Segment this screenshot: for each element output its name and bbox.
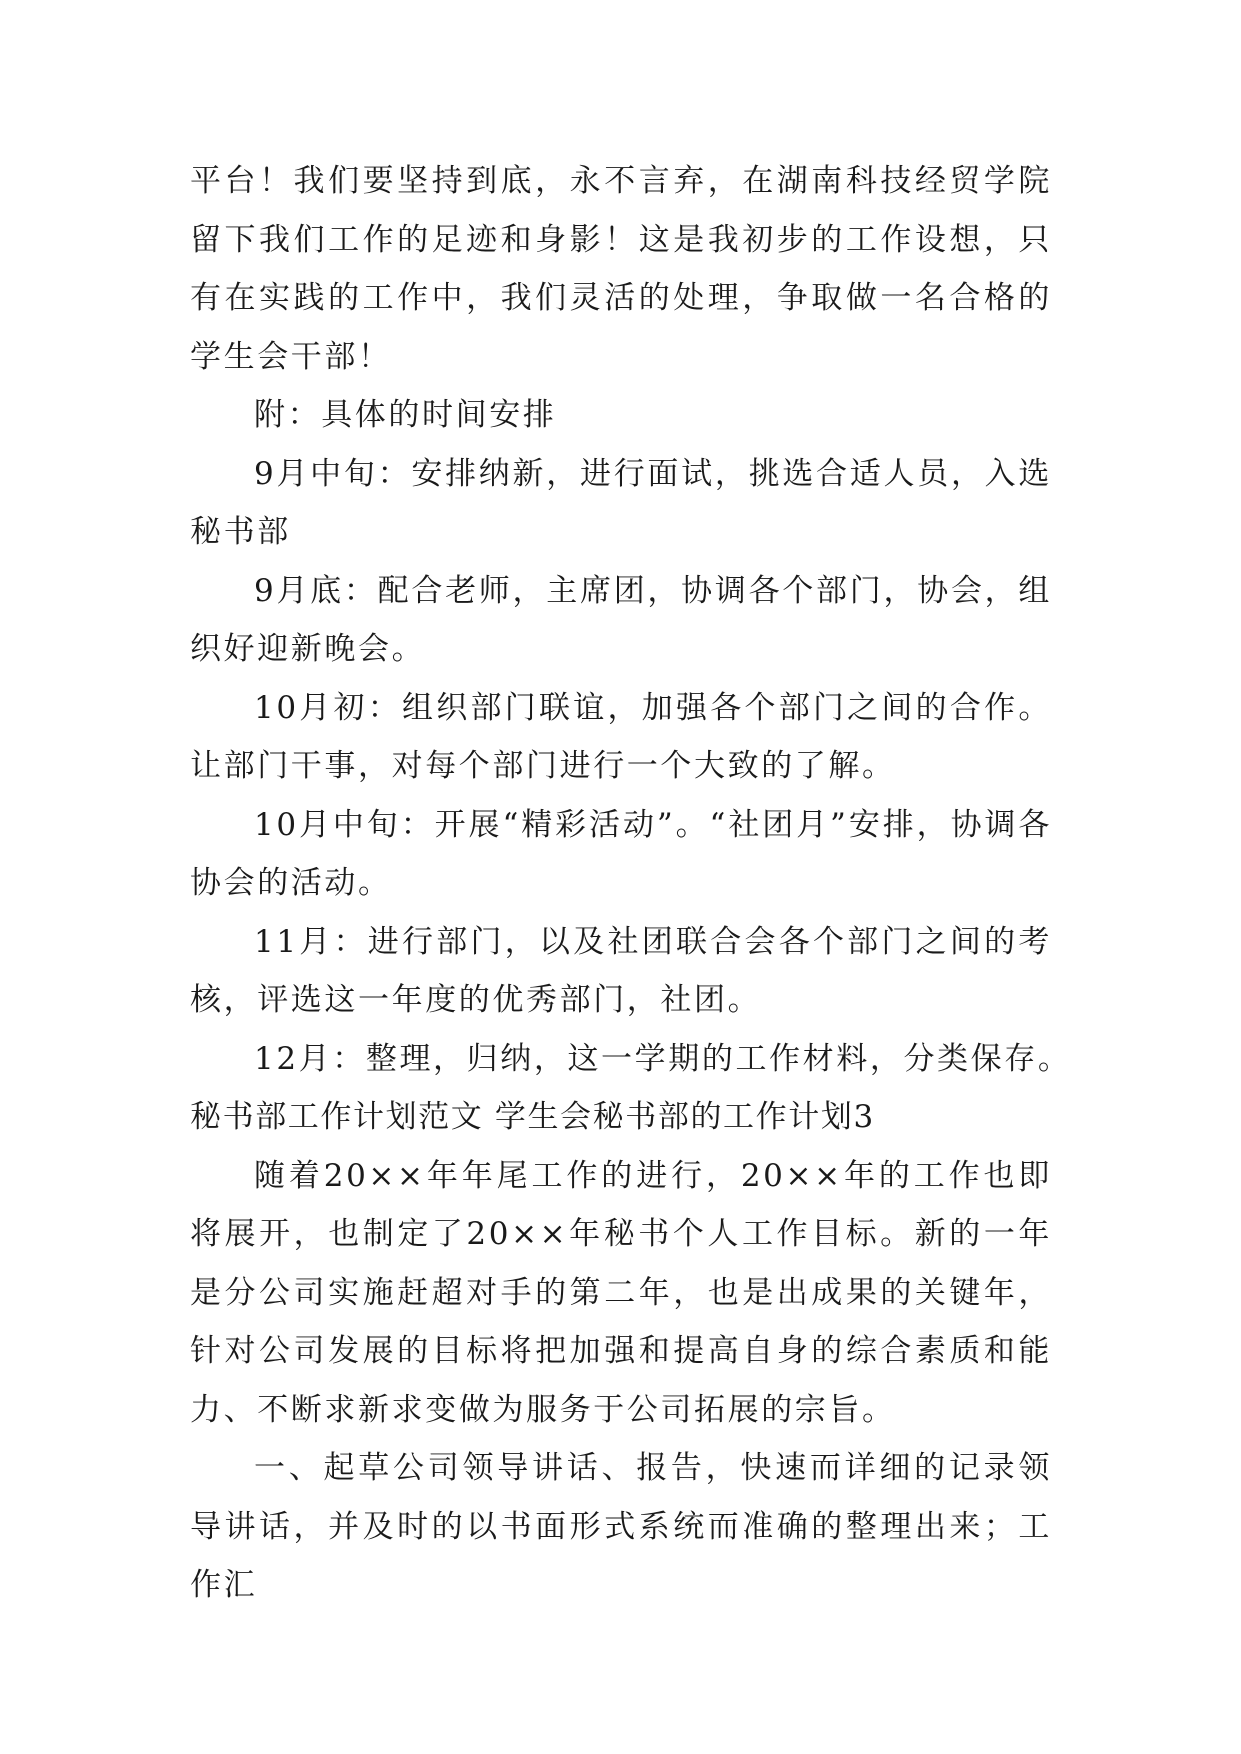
paragraph-intro-20xx: 随着20××年年尾工作的进行，20××年的工作也即将展开，也制定了20××年秘书个人工作目标。新的一年是分公司实施赶超对手的第二年，也是出成果的关键年，针对公司发展的目标将把加强和提高自身的综合素质和能力、不断求新求变做为服务于公司拓展的宗旨。 [190, 1157, 1052, 1428]
paragraph-schedule-sep-end: 9月底：配合老师，主席团，协调各个部门，协会，组织好迎新晚会。 [190, 572, 1052, 667]
paragraph-schedule-sep-mid: 9月中旬：安排纳新，进行面试，挑选合适人员，入选秘书部 [190, 455, 1052, 550]
paragraph-item-one: 一、起草公司领导讲话、报告，快速而详细的记录领导讲话，并及时的以书面形式系统而准确的整理出来；工作汇 [190, 1450, 1052, 1603]
paragraph-schedule-oct-mid: 10月中旬：开展“精彩活动”。“社团月”安排，协调各协会的活动。 [190, 806, 1052, 901]
paragraph-schedule-intro: 附：具体的时间安排 [254, 397, 557, 433]
paragraph-schedule-oct-early: 10月初：组织部门联谊，加强各个部门之间的合作。让部门干事，对每个部门进行一个大致的了解。 [190, 689, 1052, 784]
paragraph-closing: 平台！我们要坚持到底，永不言弃，在湖南科技经贸学院留下我们工作的足迹和身影！这是我初步的工作设想，只有在实践的工作中，我们灵活的处理，争取做一名合格的学生会干部！ [190, 163, 1052, 375]
paragraph-schedule-nov: 11月：进行部门，以及社团联合会各个部门之间的考核，评选这一年度的优秀部门，社团。 [190, 923, 1052, 1018]
document-page [190, 152, 1072, 1615]
section-heading: 秘书部工作计划范文 学生会秘书部的工作计划3 [190, 1099, 875, 1135]
paragraph-schedule-dec: 12月：整理，归纳，这一学期的工作材料，分类保存。 [254, 1040, 1072, 1077]
